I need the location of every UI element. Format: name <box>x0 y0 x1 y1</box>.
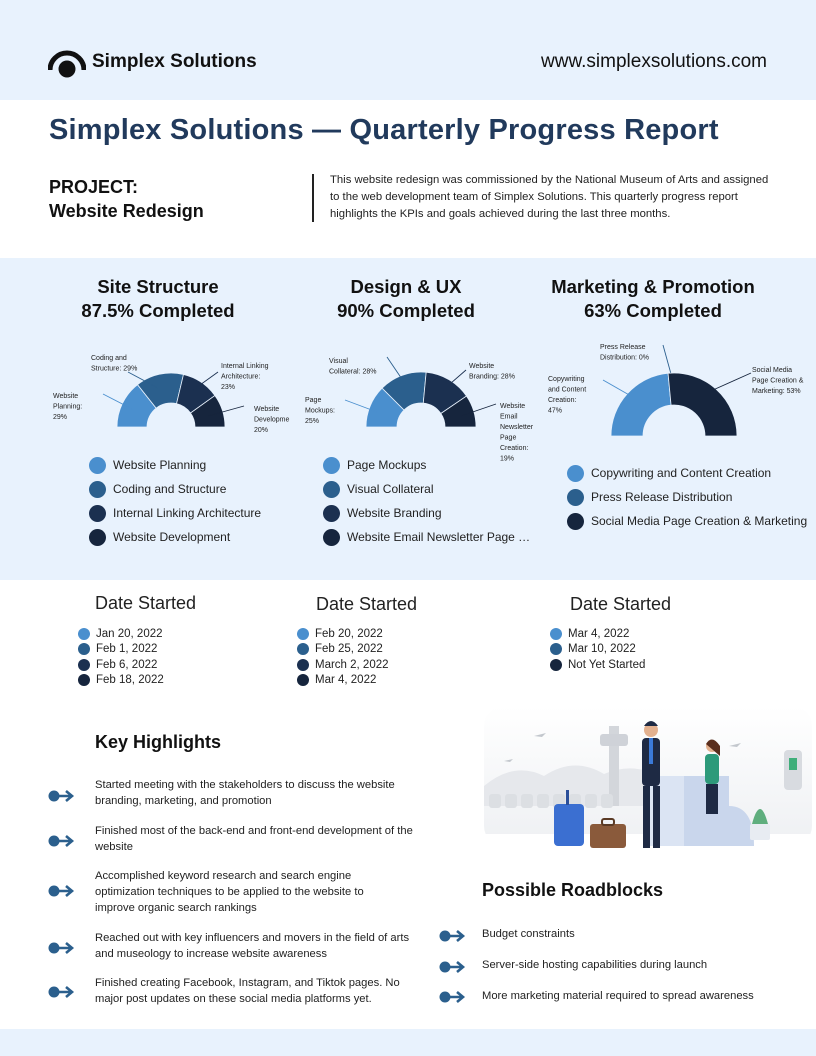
date-text: Feb 25, 2022 <box>315 643 383 656</box>
date-dot <box>78 674 90 686</box>
date-item <box>550 657 645 673</box>
legend-swatch <box>89 481 106 498</box>
page-title: Simplex Solutions — Quarterly Progress Report <box>49 114 719 146</box>
chart-2-heading <box>296 275 516 323</box>
legend-item <box>323 453 530 477</box>
slice-data-label: Website Developme 20% <box>254 406 290 434</box>
date-text: Mar 10, 2022 <box>568 643 636 656</box>
date-text: Jan 20, 2022 <box>96 627 163 640</box>
slice-leader-line <box>663 345 671 374</box>
highlight-item: Accomplished keyword research and search engine optimization techniques to be applied to the website to improve organic search rankings <box>95 870 364 914</box>
possible-roadblocks-heading: Possible Roadblocks <box>482 880 664 900</box>
project-block <box>49 175 204 223</box>
date-dot <box>78 643 90 655</box>
legend-swatch <box>89 505 106 522</box>
date-item <box>297 642 389 658</box>
airport-check-in-illustration <box>484 706 812 858</box>
date-started-heading-1: Date Started <box>95 593 197 613</box>
date-item <box>78 642 164 658</box>
project-label: PROJECT: <box>49 177 139 197</box>
legend-label: Website Email Newsletter Page … <box>347 530 531 544</box>
slice-data-label: Press Release Distribution: 0% <box>600 344 650 362</box>
chart-1-title: Site Structure <box>97 276 219 297</box>
footer-band <box>0 1029 816 1056</box>
date-text: March 2, 2022 <box>315 658 389 671</box>
highlight-item: Finished creating Facebook, Instagram, and Tiktok pages. No major post updates on these social media platforms yet. <box>95 977 400 1005</box>
legend-swatch <box>89 457 106 474</box>
legend-label: Coding and Structure <box>113 482 227 496</box>
date-text: Feb 1, 2022 <box>96 643 158 656</box>
date-list-3 <box>550 626 645 673</box>
date-list-1 <box>78 626 164 688</box>
arrow-right-icon <box>48 789 76 803</box>
date-list-2 <box>297 626 389 688</box>
date-item <box>297 657 389 673</box>
chart-3-legend <box>567 461 807 533</box>
legend-item <box>323 501 530 525</box>
date-item <box>550 626 645 642</box>
legend-swatch <box>567 513 584 530</box>
legend-swatch <box>323 505 340 522</box>
header-band <box>0 0 816 100</box>
legend-item <box>89 501 261 525</box>
slice-leader-line <box>713 373 751 390</box>
legend-label: Website Development <box>113 530 231 544</box>
date-started-heading-3: Date Started <box>570 594 672 614</box>
date-dot <box>550 643 562 655</box>
legend-label: Website Branding <box>347 506 442 520</box>
slice-data-label: Website Branding: 28% <box>469 363 515 381</box>
date-started-heading-2: Date Started <box>316 594 418 614</box>
donut-slice <box>611 373 671 436</box>
arrow-right-icon <box>48 985 76 999</box>
legend-item <box>89 477 261 501</box>
arrow-right-icon <box>48 834 76 848</box>
date-text: Mar 4, 2022 <box>315 674 377 687</box>
legend-swatch <box>323 529 340 546</box>
slice-data-label: Social Media Page Creation & Marketing: 53% <box>752 367 804 395</box>
chart-3-heading <box>533 275 773 323</box>
date-dot <box>297 659 309 671</box>
date-item <box>78 673 164 689</box>
legend-swatch <box>89 529 106 546</box>
brand-name: Simplex Solutions <box>92 51 257 72</box>
arrow-right-icon <box>439 990 467 1004</box>
legend-swatch <box>567 489 584 506</box>
highlight-item: Started meeting with the stakeholders to discuss the website branding, marketing, and promotion <box>95 779 395 807</box>
marketing-donut-chart <box>545 340 813 440</box>
legend-item <box>567 509 807 533</box>
date-text: Feb 20, 2022 <box>315 627 383 640</box>
chart-1-heading <box>58 275 258 323</box>
simplex-logo-icon <box>48 48 86 78</box>
arrow-right-icon <box>48 884 76 898</box>
chart-2-legend <box>323 453 530 549</box>
donut-slice <box>668 373 737 436</box>
highlight-item: Reached out with key influencers and movers in the field of arts and museology to increase website awareness <box>95 932 410 960</box>
date-dot <box>78 659 90 671</box>
legend-label: Press Release Distribution <box>591 490 733 504</box>
legend-label: Copywriting and Content Creation <box>591 466 772 480</box>
site-structure-donut-chart <box>50 340 290 440</box>
date-text: Feb 6, 2022 <box>96 658 158 671</box>
date-item <box>78 657 164 673</box>
legend-item <box>567 461 807 485</box>
legend-label: Website Planning <box>113 458 207 472</box>
legend-label: Visual Collateral <box>347 482 434 496</box>
chart-2-subtitle: 90% Completed <box>337 300 475 321</box>
arrow-right-icon <box>439 929 467 943</box>
legend-label: Page Mockups <box>347 458 427 472</box>
design-ux-donut-chart <box>303 340 543 470</box>
arrow-right-icon <box>439 960 467 974</box>
date-dot <box>297 643 309 655</box>
date-text: Mar 4, 2022 <box>568 627 630 640</box>
chart-3-title: Marketing & Promotion <box>551 276 755 297</box>
highlight-item: Finished most of the back-end and front-end development of the website <box>95 825 413 853</box>
website-url[interactable]: www.simplexsolutions.com <box>541 51 767 72</box>
project-name: Website Redesign <box>49 201 204 221</box>
date-dot <box>550 659 562 671</box>
legend-label: Social Media Page Creation & Marketing <box>591 514 808 528</box>
slice-data-label: Website Planning: 29% <box>53 393 83 421</box>
legend-item <box>323 525 530 549</box>
key-highlights-heading: Key Highlights <box>95 732 222 752</box>
legend-swatch <box>323 457 340 474</box>
date-dot <box>78 628 90 640</box>
legend-item <box>567 485 807 509</box>
date-dot <box>550 628 562 640</box>
chart-1-subtitle: 87.5% Completed <box>81 300 235 321</box>
roadblock-item: Budget constraints <box>482 928 575 940</box>
chart-3-subtitle: 63% Completed <box>584 300 722 321</box>
legend-item <box>323 477 530 501</box>
project-description: This website redesign was commissioned by the National Museum of Arts and assigned to the web development team of Simplex Solutions. This quarterly progress report highlights the KPIs and goals achieved during the last three months. <box>330 174 769 220</box>
date-text: Feb 18, 2022 <box>96 674 164 687</box>
slice-data-label: Internal Linking Architecture: 23% <box>221 363 269 391</box>
date-item <box>550 642 645 658</box>
legend-swatch <box>323 481 340 498</box>
slice-data-label: Website Email Newsletter Page Creation: 19% <box>500 403 534 463</box>
date-dot <box>297 674 309 686</box>
divider <box>312 174 314 222</box>
slice-data-label: Coding and Structure: 29% <box>91 355 138 373</box>
date-item <box>297 673 389 689</box>
legend-label: Internal Linking Architecture <box>113 506 262 520</box>
slice-data-label: Copywriting and Content Creation: 47% <box>548 376 587 415</box>
chart-1-legend <box>89 453 261 549</box>
date-text: Not Yet Started <box>568 658 646 671</box>
roadblock-item: More marketing material required to spread awareness <box>482 990 754 1002</box>
slice-data-label: Page Mockups: 25% <box>305 397 335 425</box>
chart-2-title: Design & UX <box>350 276 462 297</box>
date-dot <box>297 628 309 640</box>
date-item <box>78 626 164 642</box>
legend-swatch <box>567 465 584 482</box>
roadblock-item: Server-side hosting capabilities during launch <box>482 959 708 971</box>
date-item <box>297 626 389 642</box>
legend-item <box>89 525 261 549</box>
arrow-right-icon <box>48 941 76 955</box>
slice-leader-line <box>603 380 631 396</box>
legend-item <box>89 453 261 477</box>
slice-data-label: Visual Collateral: 28% <box>329 358 377 376</box>
